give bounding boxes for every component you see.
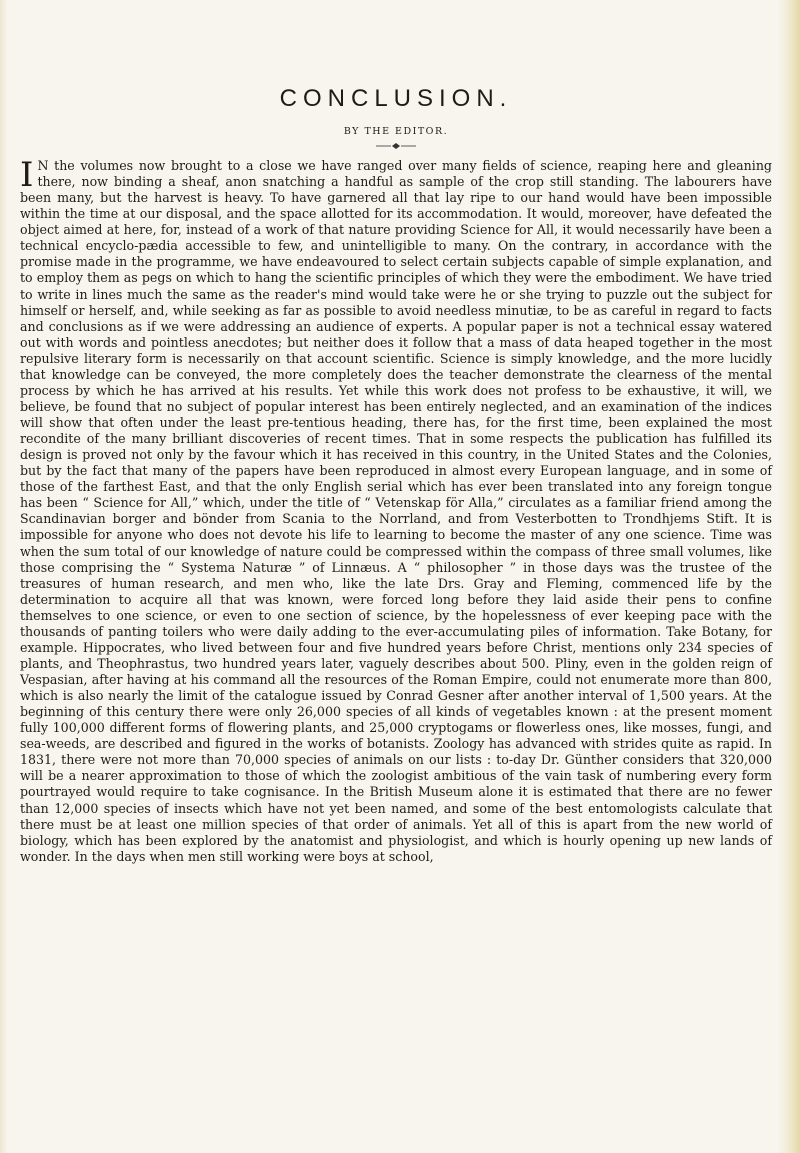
body-paragraph [20, 155, 772, 865]
dash-diamond-dash-ornament-icon [375, 141, 417, 151]
byline: BY THE EDITOR. [343, 126, 449, 137]
drop-cap: I [20, 155, 34, 195]
body-text: N the volumes now brought to a close we have ranged over many fields of science, reaping here and gleaning there, now binding a sheaf, anon snatching a handful as sample of the crop still standing. The labourers have been many, but the harvest is heavy. To have garnered all that lay ripe to our hand would have been impossible within the time at our disposal, and the space allotted for its accommodation. It would, moreover, have defeated the object aimed at here, for, instead of a work of that nature providing Science for All, it would necessarily have been a technical encyclo-pædia accessible to few, and unintelligible to many. On the contrary, in accordance with the promise made in the programme, we have endeavoured to select certain subjects capable of simple explanation, and to employ them as pegs on which to hang the scientific principles of which they were the embodiment. We have tried to write in lines much the same as the reader's mind would take were he or she trying to puzzle out the subject for himself or herself, and, while seeking as far as possible to avoid needless minutiæ, to be as careful in regard to facts and conclusions as if we were addressing an audience of experts. A popular paper is not a technical essay watered out with words and pointless anecdotes; but neither does it follow that a mass of data heaped together in the most repulsive literary form is necessarily on that account scientific. Science is simply knowledge, and the more lucidly that knowledge can be conveyed, the more completely does the teacher demonstrate the clearness of the mental process by which he has arrived at his results. Yet while this work does not profess to be exhaustive, it will, we believe, be found that no subject of popular interest has been entirely neglected, and an examination of the indices will show that often under the least pre-tentious heading, there has, for the first time, been explained the most recondite of the many brilliant discoveries of recent times. That in some respects the publication has fulfilled its design is proved not only by the favour which it has received in this country, in the United States and the Colonies, but by the fact that many of the papers have been reproduced in almost every European language, and in some of those of the farthest East, and that the only English serial which has ever been translated into any foreign tongue has been “ Science for All,” which, under the title of “ Vetenskap för Alla,” circulates as a familiar friend among the Scandinavian borger and bönder from Scania to the Norrland, and from Vesterbotten to Trondhjems Stift. It is impossible for anyone who does not devote his life to learning to become the master of any one science. Time was when the sum total of our knowledge of nature could be compressed within the compass of three small volumes, like those comprising the “ Systema Naturæ ” of Linnæus. A “ philosopher ” in those days was the trustee of the treasures of human research, and men who, like the late Drs. Gray and Fleming, commenced life by the determination to acquire all that was known, were forced long before they laid aside their pens to confine themselves to one science, or even to one section of science, by the hopelessness of ever keeping pace with the thousands of panting toilers who were daily adding to the ever-accumulating piles of information. Take Botany, for example. Hippocrates, who lived between four and five hundred years before Christ, mentions only 234 species of plants, and Theophrastus, two hundred years later, vaguely describes about 500. Pliny, even in the golden reign of Vespasian, after having at his command all the resources of the Roman Empire, could not enumerate more than 800, which is also nearly the limit of the catalogue issued by Conrad Gesner after another interval of 1,500 years. At the beginning of this century there were only 26,000 species of all kinds of vegetables known : at the present moment fully 100,000 different forms of flowering plants, and 25,000 cryptogams or flowerless ones, like mosses, fungi, and sea-weeds, are described and figured in the works of botanists. Zoology has advanced with strides quite as rapid. In 1831, there were not more than 70,000 species of animals on our lists : to-day Dr. Günther considers that 320,000 will be a nearer approximation to those of which the zoologist ambitious of the vain task of numbering every form pourtrayed would require to take cognisance. In the British Museum alone it is estimated that there are no fewer than 12,000 species of insects which have not yet been named, and some of the best entomologists calculate that there must be at least one million species of that order of animals. Yet all of this is apart from the new world of biology, which has been explored by the anatomist and physiologist, and which is hourly opening up new lands of wonder. In the days when men still working were boys at school, [20, 158, 772, 864]
page-edge-right [778, 0, 800, 1153]
page-shadow-left [0, 0, 8, 1153]
page-title: CONCLUSION. [279, 85, 513, 112]
